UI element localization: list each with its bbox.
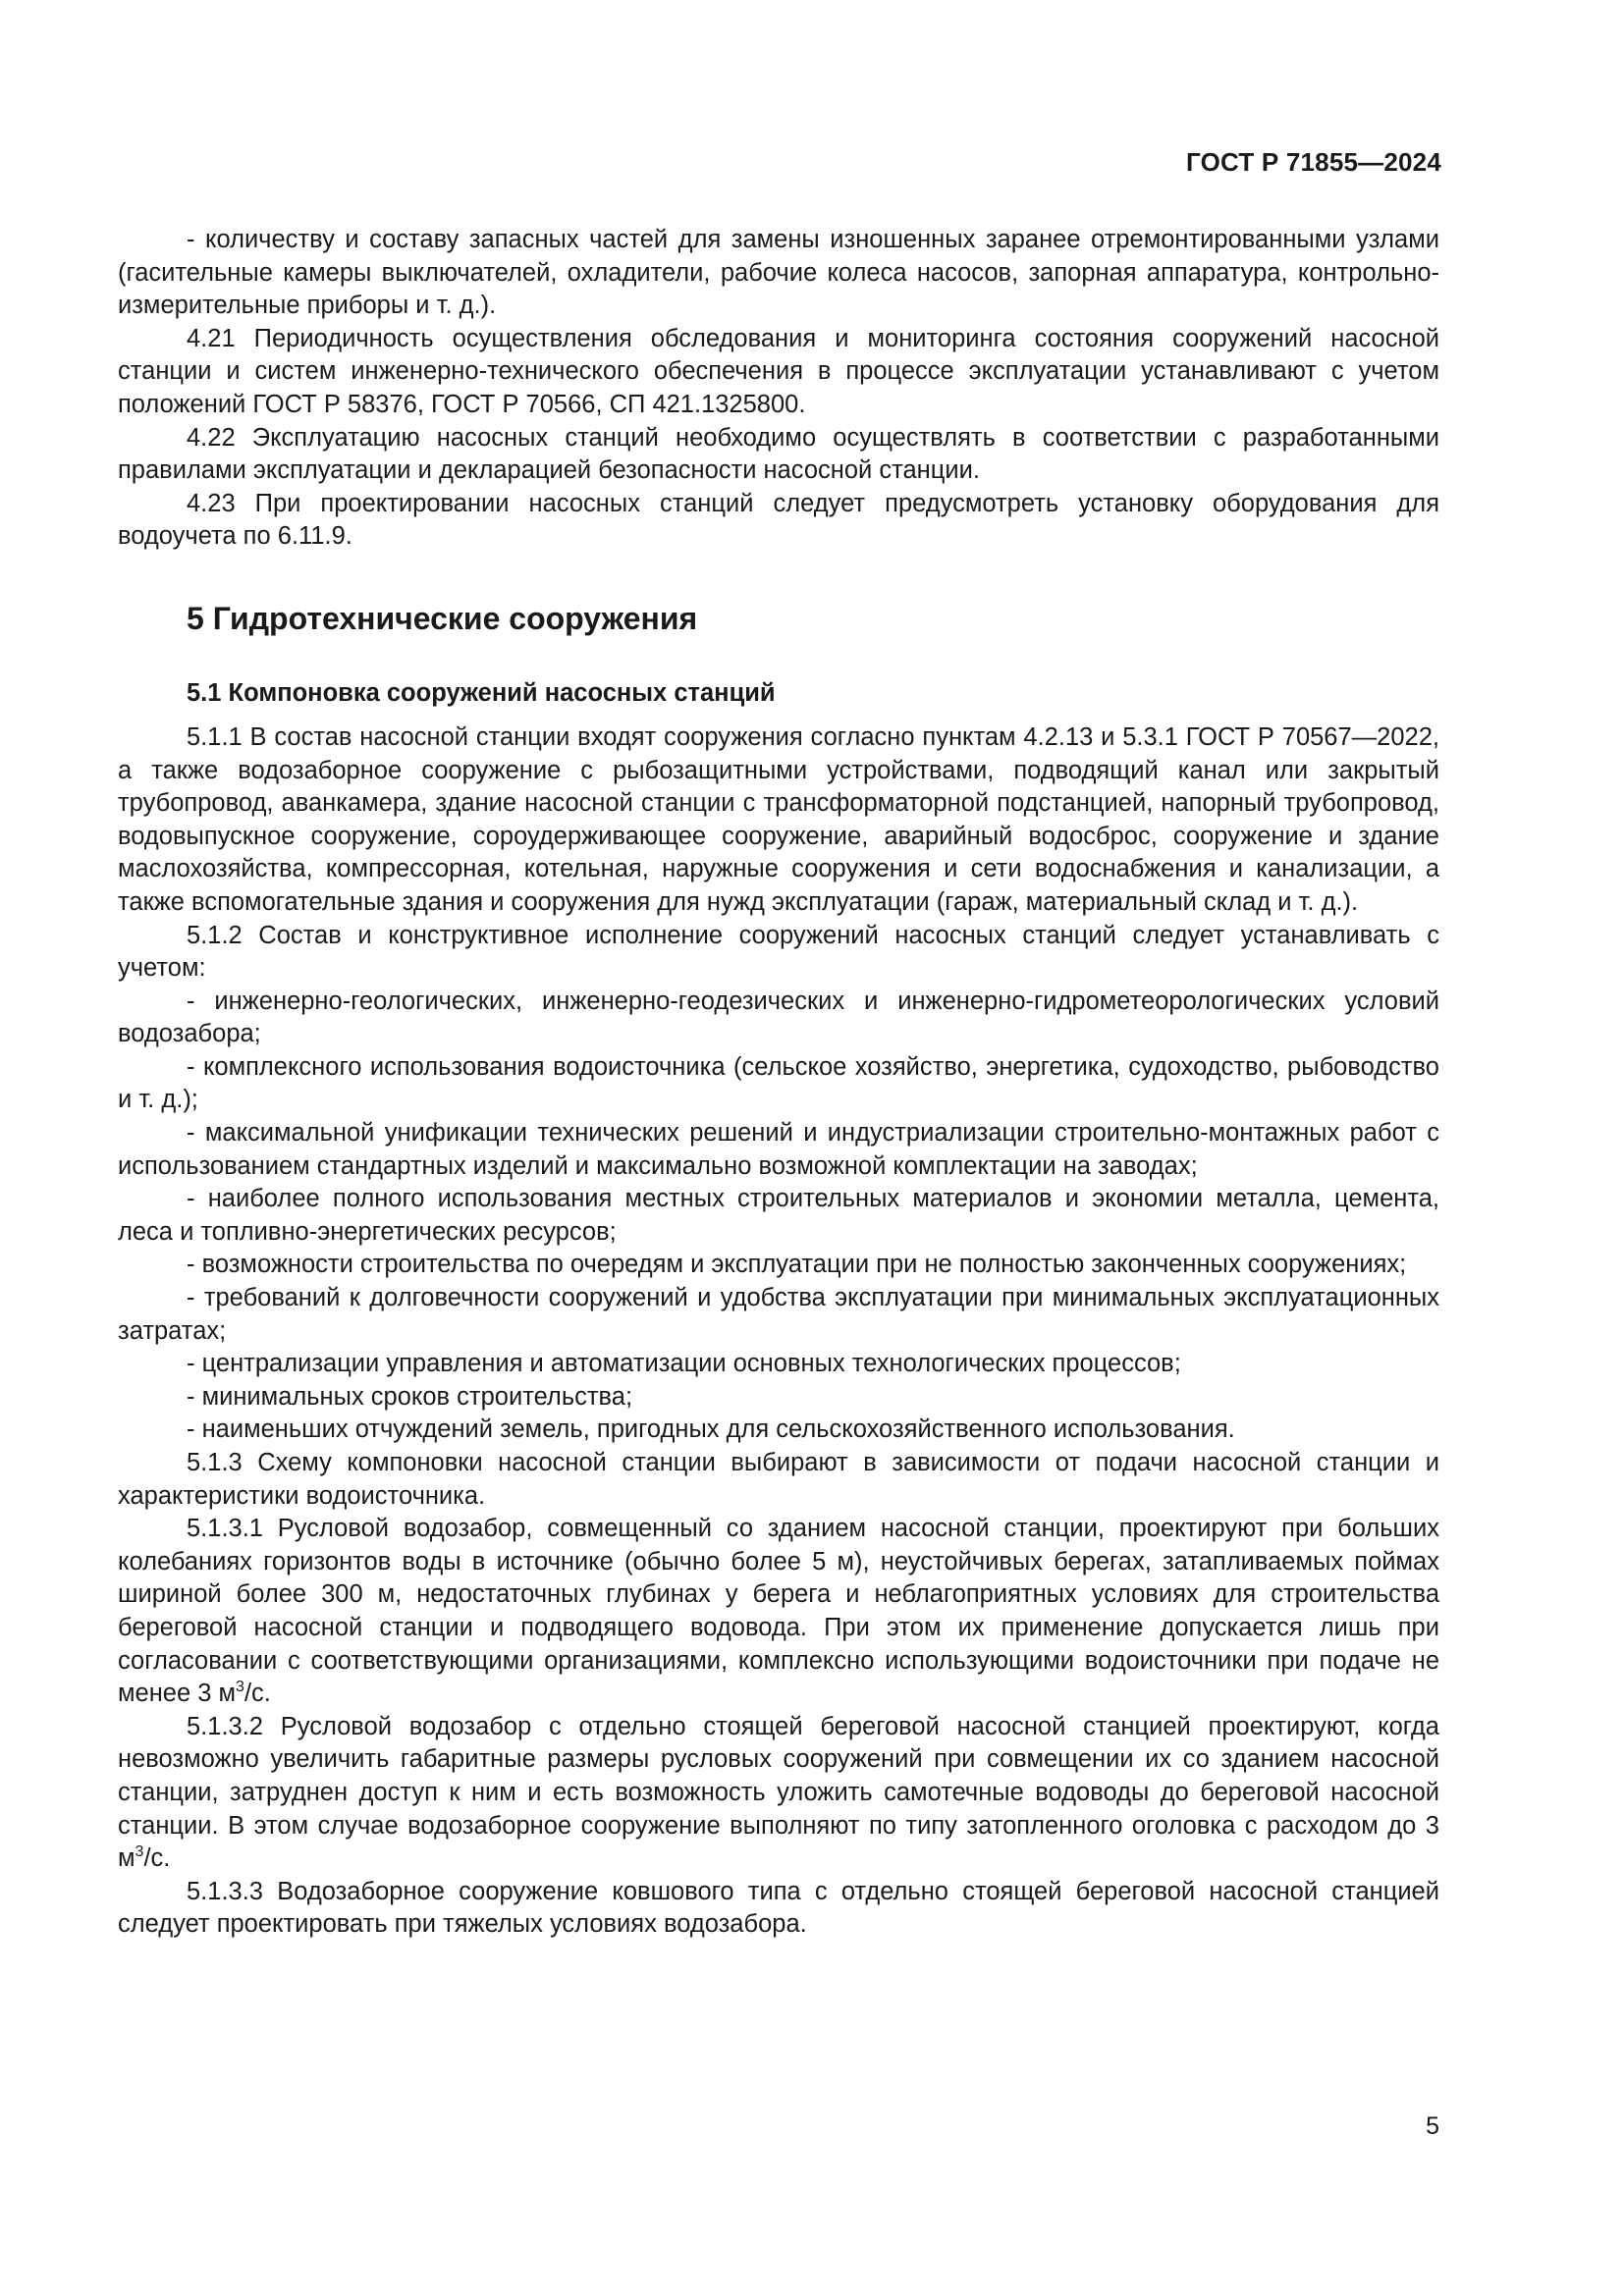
page-content	[118, 224, 1439, 1942]
paragraph-text: 5.1.3.1 Русловой водозабор, совмещенный со зданием насосной станции, проектируют при больших колебаниях горизонтов воды в источнике (обычно более 5 м), неустойчивых берегах, затапливаемых поймах шириной более 300 м, недостаточных глубинах у берега и неблагоприятных условиях для строительства береговой насосной станции и подводящего водовода. При этом их применение допускается лишь при согласовании с соответствующими организациями, комплексно использующими водоисточники при подаче не менее 3 м	[118, 1515, 1439, 1708]
unit-superscript: 3	[135, 1843, 144, 1861]
document-code: ГОСТ Р 71855—2024	[1186, 147, 1441, 177]
unit-tail: /с.	[244, 1680, 271, 1708]
section-title: 5 Гидротехнические сооружения	[187, 600, 698, 636]
paragraph-text: 5.1.3.2 Русловой водозабор с отдельно стоящей береговой насосной станцией проектируют, когда невозможно увеличить габаритные размеры русловых сооружений при совмещении их со зданием насосной станции, затруднен доступ к ним и есть возможность уложить самотечные водоводы до береговой насосной станции. В этом случае водозаборное сооружение выполняют по типу затопленного оголовка с расходом до 3 м	[118, 1712, 1439, 1873]
unit-tail: /с.	[143, 1844, 171, 1873]
paragraph-5-1-3-1	[118, 1513, 1439, 1711]
list-item: - максимальной унификации технических решений и индустриализации строительно-монтажных работ с использованием стандартных изделий и максимально возможной комплектации на заводах;	[118, 1119, 1439, 1180]
paragraph-5-1-3-2	[118, 1711, 1439, 1876]
paragraph: 5.1.3.3 Водозаборное сооружение ковшового типа с отдельно стоящей береговой насосной станцией следует проектировать при тяжелых условиях водозабора.	[118, 1877, 1439, 1939]
paragraph: 5.1.2 Состав и конструктивное исполнение сооружений насосных станций следует устанавливать с учетом:	[118, 921, 1439, 983]
list-item: - централизации управления и автоматизации основных технологических процессов;	[187, 1350, 1181, 1378]
list-item: - количеству и составу запасных частей для замены изношенных заранее отремонтированными узлами (гасительные камеры выключателей, охладители, рабочие колеса насосов, запорная аппаратура, контрольно-измерительные приборы и т. д.).	[118, 226, 1439, 320]
list-item: - наиболее полного использования местных строительных материалов и экономии металла, цемента, леса и топливно-энергетических ресурсов;	[118, 1185, 1439, 1246]
paragraph: 4.22 Эксплуатацию насосных станций необходимо осуществлять в соответствии с разработанными правилами эксплуатации и декларацией безопасности насосной станции.	[118, 423, 1439, 485]
subsection-title: 5.1 Компоновка сооружений насосных станций	[187, 678, 776, 707]
paragraph: 4.23 При проектировании насосных станций следует предусмотреть установку оборудования для водоучета по 6.11.9.	[118, 489, 1439, 551]
unit-superscript: 3	[236, 1679, 244, 1696]
list-item: - комплексного использования водоисточника (сельское хозяйство, энергетика, судоходство, рыбоводство и т. д.);	[118, 1052, 1439, 1114]
list-item: - возможности строительства по очередям и эксплуатации при не полностью законченных сооружениях;	[187, 1251, 1407, 1279]
list-item: - наименьших отчуждений земель, пригодных для сельскохозяйственного использования.	[187, 1415, 1235, 1444]
list-item: - требований к долговечности сооружений и удобства эксплуатации при минимальных эксплуатационных затратах;	[118, 1284, 1439, 1345]
paragraph: 4.21 Периодичность осуществления обследования и мониторинга состояния сооружений насосной станции и систем инженерно-технического обеспечения в процессе эксплуатации устанавливают с учетом положений ГОСТ Р 58376, ГОСТ Р 70566, СП 421.1325800.	[118, 324, 1439, 418]
list-item: - инженерно-геологических, инженерно-геодезических и инженерно-гидрометеорологических условий водозабора;	[118, 987, 1439, 1048]
page-number: 5	[1426, 2112, 1439, 2140]
list-item: - минимальных сроков строительства;	[187, 1382, 633, 1411]
paragraph: 5.1.1 В состав насосной станции входят сооружения согласно пунктам 4.2.13 и 5.3.1 ГОСТ Р 70567—2022, а также водозаборное сооружение с рыбозащитными устройствами, подводящий канал или закрытый трубопровод, аванкамера, здание насосной станции с трансформаторной подстанцией, напорный трубопровод, водовыпускное сооружение, сороудерживающее сооружение, аварийный водосброс, сооружение и здание маслохозяйства, компрессорная, котельная, наружные сооружения и сети водоснабжения и канализации, а также вспомогательные здания и сооружения для нужд эксплуатации (гараж, материальный склад и т. д.).	[118, 722, 1439, 916]
paragraph: 5.1.3 Схему компоновки насосной станции выбирают в зависимости от подачи насосной станции и характеристики водоисточника.	[118, 1449, 1439, 1510]
